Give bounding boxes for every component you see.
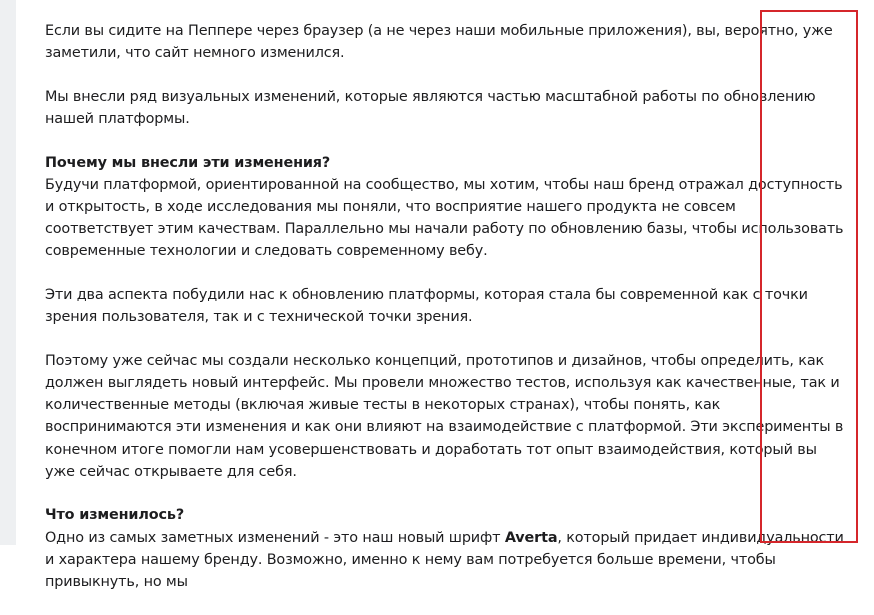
paragraph-why-text: Будучи платформой, ориентированной на сообщество, мы хотим, чтобы наш бренд отражал доступность и открытость, в ходе исследования мы поняли, что восприятие нашего продукта не совсем соответствует этим качествам. Параллельно мы начали работу по обновлению базы, чтобы использовать современные технологии и следовать современному вебу. <box>45 176 844 260</box>
paragraph-font-after: , который придает индивидуальности и характера нашему бренду. Возможно, именно к нему вам потребуется больше времени, чтобы привыкнуть, но мы <box>45 529 844 591</box>
font-name-averta: Averta <box>504 529 558 546</box>
paragraph-intro: Если вы сидите на Пеппере через браузер (а не через наши мобильные приложения), вы, вероятно, уже заметили, что сайт немного изменился. <box>45 23 833 62</box>
red-highlight-box <box>760 10 858 543</box>
left-sidebar-strip <box>0 0 16 545</box>
section-what <box>45 504 845 593</box>
paragraph-two-aspects: Эти два аспекта побудили нас к обновлению платформы, которая стала бы современной как с точки зрения пользователя, так и с технической точки зрения. <box>45 287 808 326</box>
paragraph-prototypes: Поэтому уже сейчас мы создали несколько концепций, прототипов и дизайнов, чтобы определить, как должен выглядеть новый интерфейс. Мы провели множество тестов, используя как качественные, так и количественные методы (включая живые тесты в некоторых странах), чтобы понять, как воспринимаются эти изменения и как они влияют на взаимодействие с платформой. Эти эксперименты в конечном итоге помогли нам усовершенствовать и доработать тот опыт взаимодействия, который вы уже сейчас открываете для себя. <box>45 352 844 480</box>
article-body <box>45 20 845 615</box>
heading-what-changed: Что изменилось? <box>45 507 185 524</box>
paragraph-changes: Мы внесли ряд визуальных изменений, которые являются частью масштабной работы по обновлению нашей платформы. <box>45 88 816 127</box>
paragraph-font-before: Одно из самых заметных изменений - это наш новый шрифт <box>45 529 505 546</box>
section-why <box>45 152 845 263</box>
heading-why-changes: Почему мы внесли эти изменения? <box>45 154 331 171</box>
